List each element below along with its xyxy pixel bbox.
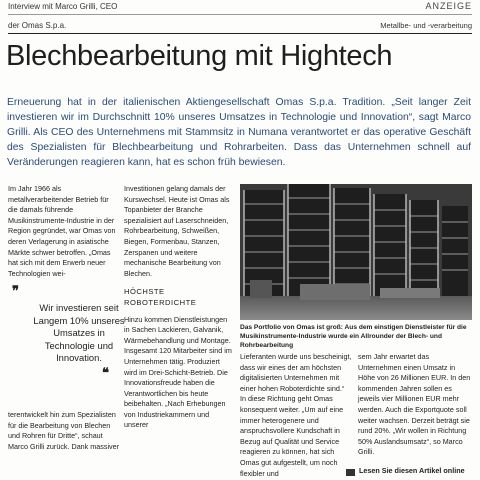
col4-text: sem Jahr erwartet das Unternehmen einen Umsatz in Höhe von 26 Millionen EUR. In den kommenden Jahren sollen es jeweils vier Millionen EUR mehr werden. Auch die Exportquote soll weiter wachsen. Derzeit beträgt sie rund 20%. „Wir wollen in Richtung 50% Auslandsumsatz“, so Marco Grilli. [358,352,471,457]
column-4 [358,352,472,458]
column-2 [124,184,234,431]
col1-top-text: Im Jahr 1966 als metallverarbeitender Betrieb für die damals führende Musikinstrumente-Industrie in der Region gegründet, war Omas von deren Verlagerung in asiatische Märkte schwer betroffen. „Omas hat sich mit dem Erwerb neuer Technologien wei- [8,184,116,278]
page-header [8,2,472,36]
section-label: Metallbe- und -verarbeitung [380,21,472,30]
col1-bottom-text: terentwickelt hin zum Spezialisten für die Bearbeitung von Blechen und Rohren für Dritte“, schaut Marco Grilli zurück. Dank massiver [8,410,120,451]
article-lead: Erneuerung hat in der italienischen Aktiengesellschaft Omas S.p.a. Tradition. „Seit langer Zeit investieren wir im Durchschnitt 10% unseres Umsatzes in Technologie und Innovation“, sagt Marco Grilli. Als CEO des Unternehmens mit Stammsitz in Numana verantwortet er das operative Geschäft des Spezialisten für Blechbearbeitung und Rohrarbeiten. Dass das Unternehmen schnell auf Veränderungen reagieren kann, hat es schon früh bewiesen. [7,97,471,168]
photo-caption: Das Portfolio von Omas ist groß: Aus dem einstigen Dienstleister für die Musikinstrumente-Industrie wurde ein Allrounder der Blech- und Rohrbearbeitung [240,324,467,349]
article-title: Blechbearbeitung mit Hightech [6,40,393,72]
online-square-icon [346,469,355,476]
factory-photo-image [240,184,472,320]
interview-line: Interview mit Marco Grilli, CEO [8,2,118,11]
factory-photo [240,184,472,320]
ad-label: ANZEIGE [425,1,472,11]
online-link-text[interactable]: Lesen Sie diesen Artikel online [359,466,465,475]
column-1-bottom [8,410,120,452]
col2-top-text: Investitionen gelang damals der Kurswechsel. Heute ist Omas als Topanbieter der Branche spezialisiert auf Laserschneiden, Rohrbearbeitung, Schweißen, Biegen, Formenbau, Stanzen, Zerspanen und weitere mechanische Bearbeitung von Blechen. [124,184,230,278]
pull-quote-text: Wir investieren seit Langem 10% unseres Umsatzes in Technologie und Innovation. [33,302,125,363]
company-line: der Omas S.p.a. [8,21,67,30]
header-divider [8,14,472,15]
col2-bottom-text: Hinzu kommen Dienstleistungen in Sachen Lackieren, Galvanik, Wärmebehandlung und Montage. Insgesamt 120 Mitarbeiter sind im Unternehmen tätig. Produziert wird im Drei-Schicht-Betrieb. Die Innovationsfreude haben die Verantwortlichen bis heute beibehalten. „Nach Erhebungen von Industriekammern und unserer [124,314,232,430]
online-link[interactable] [346,466,476,480]
quote-open-mark: ❞ [12,283,19,298]
quote-close-mark: ❝ [102,365,109,380]
col3-text: Lieferanten wurde uns bescheinigt, dass wir eines der am höchsten digitalisierten Unternehmen mit einer hohen Roboterdichte sind.“ In diese Richtung geht Omas konsequent weiter. „Um auf eine immer heterogenere und anspruchsvollere Kundschaft in Bezug auf Qualität und Service reagieren zu können, hat sich Omas gut aufgestellt, um noch flexibler und [240,352,352,478]
subheading: HÖCHSTE ROBOTERDICHTE [124,287,197,307]
column-3 [240,352,352,479]
title-divider [8,33,472,34]
column-1-top [8,184,120,279]
